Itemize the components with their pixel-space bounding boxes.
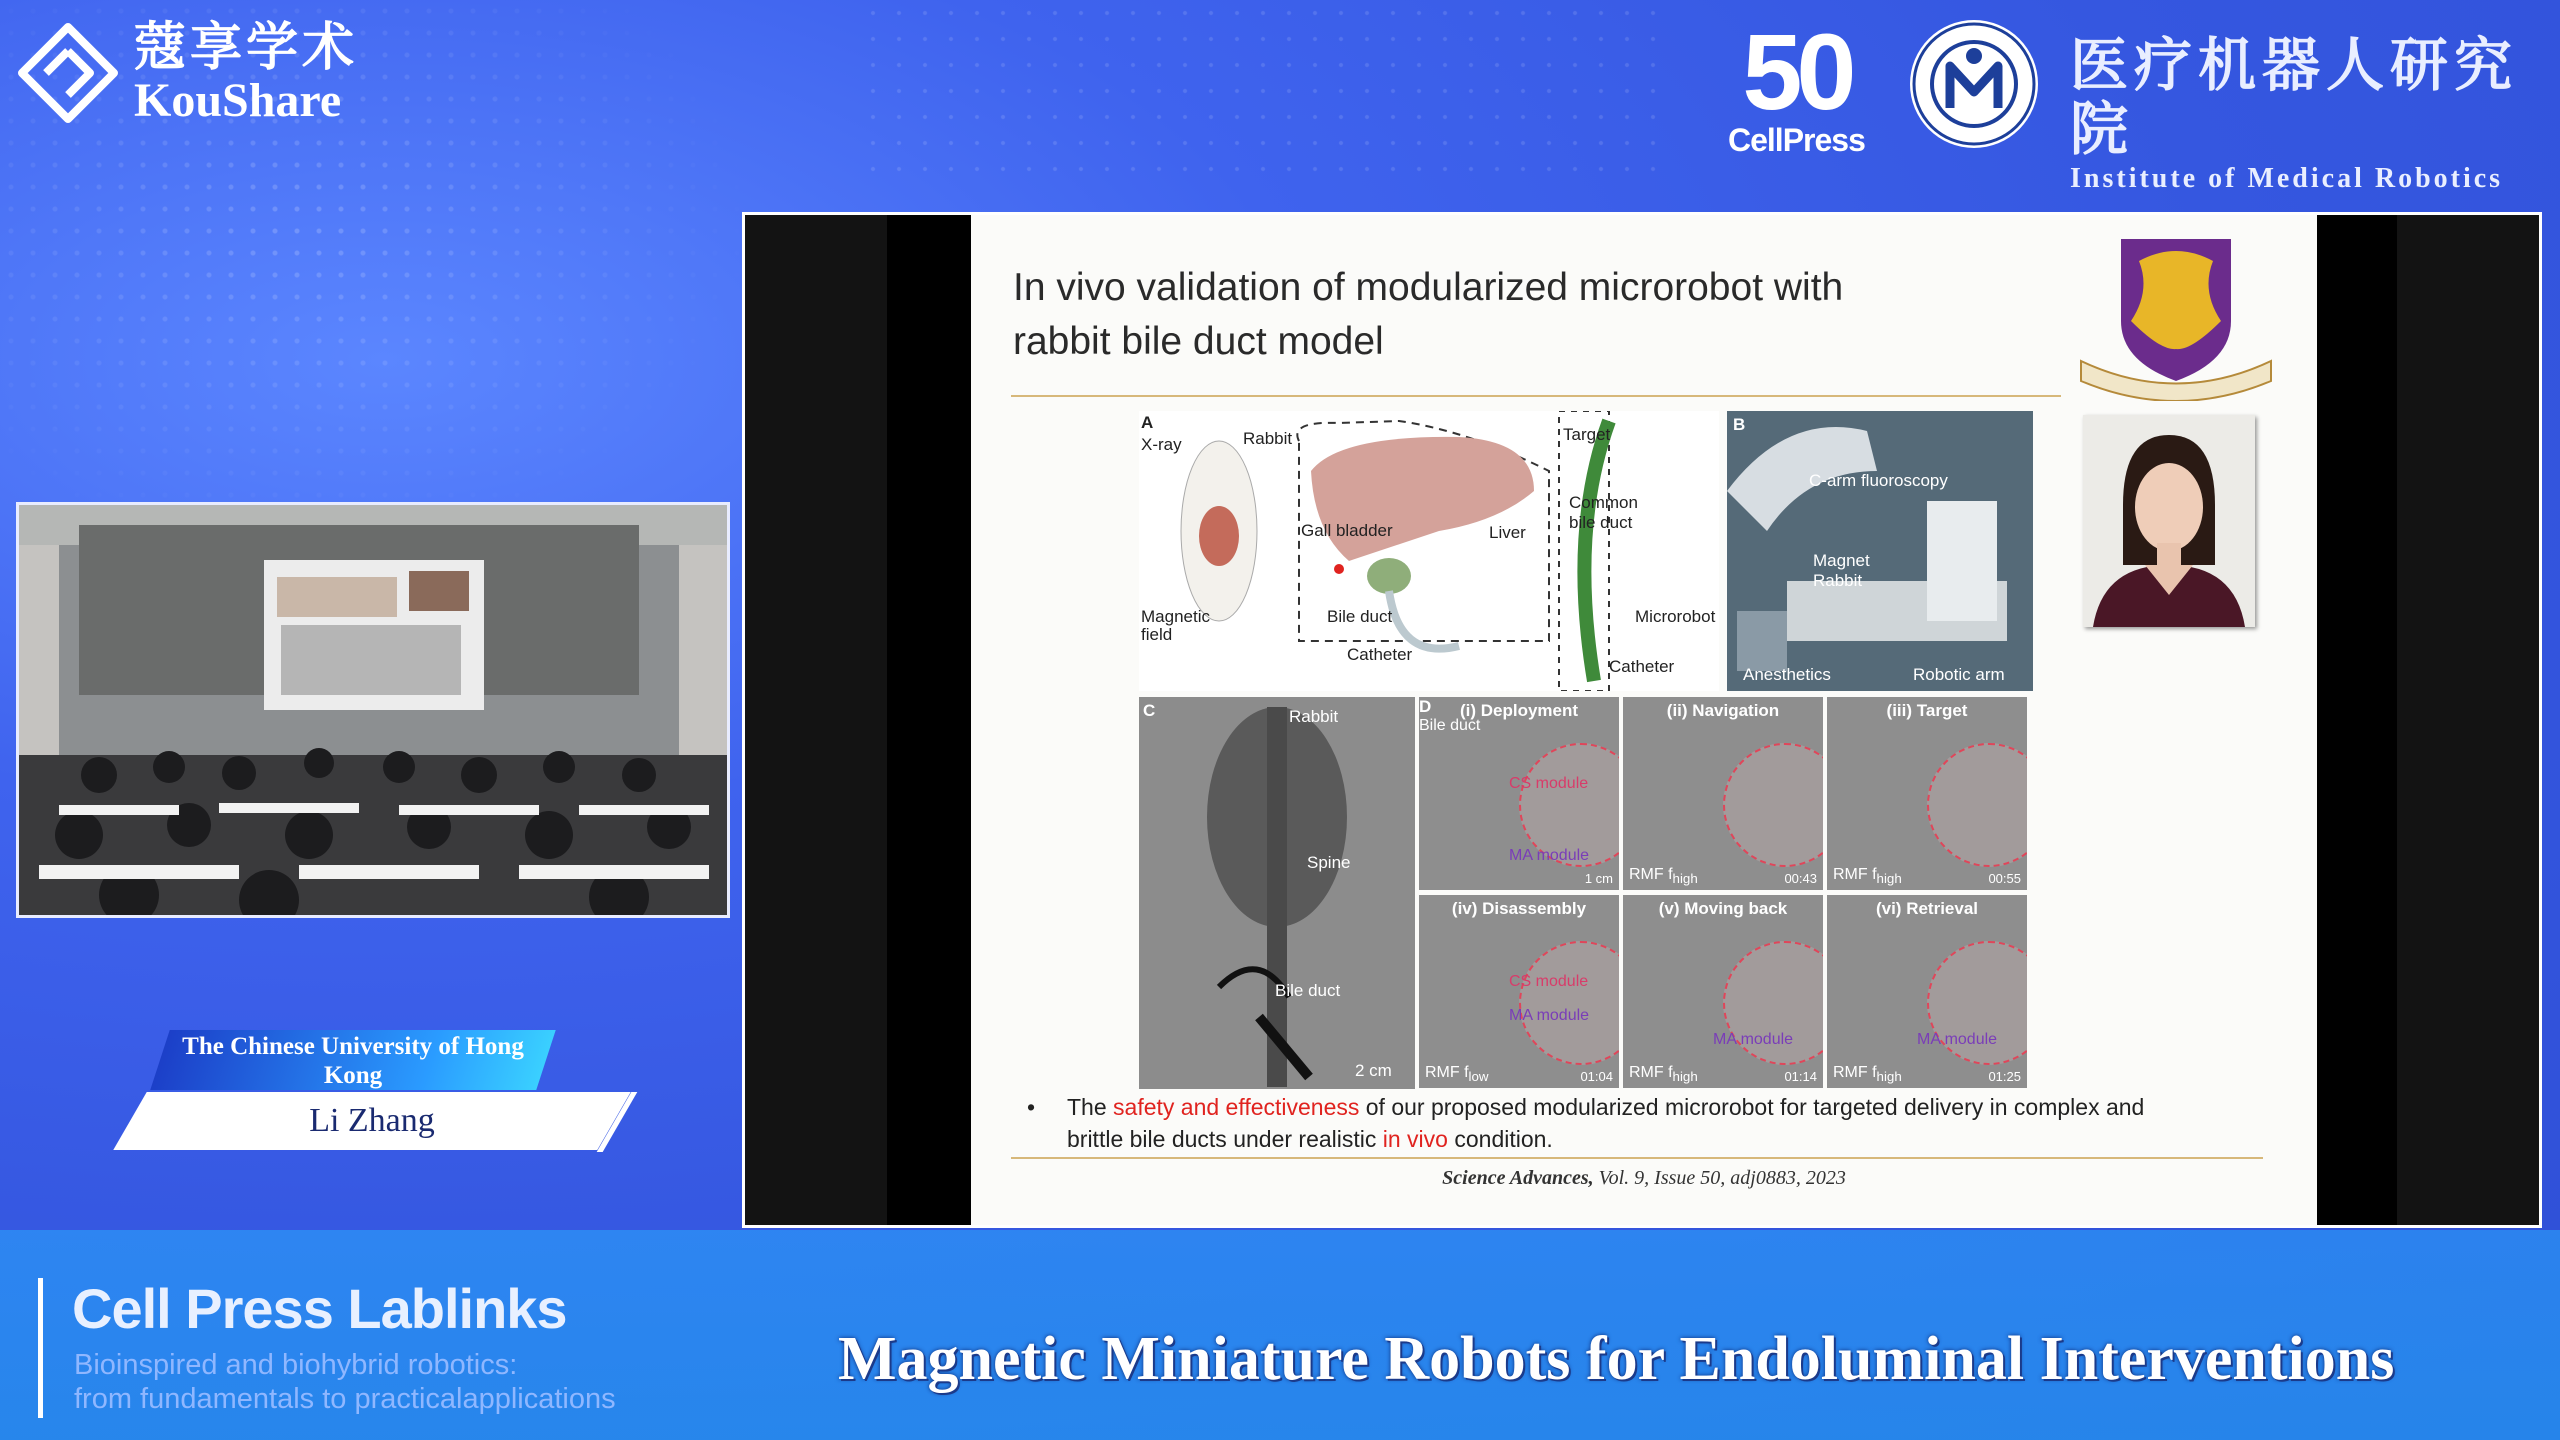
panel-c-scale: 2 cm bbox=[1355, 1061, 1392, 1080]
bullet-highlight-in-vivo: in vivo bbox=[1382, 1126, 1448, 1152]
slide-reference bbox=[971, 1167, 2317, 1190]
series-subtitle-line2: from fundamentals to practicalapplications bbox=[74, 1383, 616, 1415]
cs-module-label: CS module bbox=[1509, 775, 1589, 792]
koushare-diamond-icon bbox=[16, 21, 120, 125]
bullet-text-pre: The bbox=[1067, 1094, 1114, 1120]
institute-cn-name: 医疗机器人研究院 bbox=[2070, 33, 2519, 162]
panel-a-microrobot: Microrobot bbox=[1635, 607, 1716, 626]
panel-a-liver: Liver bbox=[1489, 523, 1526, 542]
panel-c-label: C bbox=[1143, 701, 1156, 720]
figure-panel-b bbox=[1727, 411, 2033, 691]
figure-panel-c bbox=[1139, 697, 1415, 1089]
panel-c-rabbit: Rabbit bbox=[1289, 707, 1339, 726]
panel-d-cell-heading: (ii) Navigation bbox=[1666, 701, 1780, 720]
panel-d-cell-heading: (vi) Retrieval bbox=[1875, 899, 1979, 918]
koushare-en-name: KouShare bbox=[134, 74, 342, 127]
cellpress-50-logo bbox=[1728, 11, 1865, 159]
ma-module-label: MA module bbox=[1917, 1031, 1998, 1048]
panel-a-rabbit: Rabbit bbox=[1243, 429, 1293, 448]
panel-d-cell-heading: (v) Moving back bbox=[1658, 899, 1788, 918]
panel-b-carm: C-arm fluoroscopy bbox=[1809, 471, 1948, 490]
panel-c-bile-duct: Bile duct bbox=[1275, 981, 1341, 1000]
cs-module-label: CS module bbox=[1509, 973, 1589, 990]
speaker-name-bar bbox=[113, 1092, 630, 1150]
panel-a-label: A bbox=[1141, 413, 1154, 432]
panel-d-cell-moving-back bbox=[1623, 895, 1823, 1088]
slide-title bbox=[1013, 261, 1843, 369]
panel-d-cell-heading: (iv) Disassembly bbox=[1451, 899, 1587, 918]
cellpress-name: CellPress bbox=[1728, 122, 1865, 158]
slide-letterbox-right bbox=[2397, 215, 2539, 1225]
figure-panel-a bbox=[1139, 411, 1719, 691]
bullet-text-mid: of our proposed modularized microrobot for targeted delivery in complex and brittle bile ducts under realistic bbox=[1067, 1094, 2145, 1152]
slide-letterbox-left bbox=[745, 215, 887, 1225]
cuhk-crest-icon bbox=[2071, 231, 2281, 401]
panel-c-spine: Spine bbox=[1307, 853, 1351, 872]
panel-d-cell-deployment bbox=[1419, 697, 1619, 890]
panel-d-cell-navigation bbox=[1623, 697, 1823, 890]
timestamp: 01:25 bbox=[1988, 1069, 2021, 1084]
panel-a-gall-bladder: Gall bladder bbox=[1301, 521, 1393, 540]
slide-title-line2: rabbit bile duct model bbox=[1013, 320, 1384, 363]
cellpress-50-number: 50 bbox=[1742, 11, 1851, 132]
panel-d-bile-duct: Bile duct bbox=[1419, 717, 1481, 734]
panel-a-xray: X-ray bbox=[1141, 435, 1182, 454]
speaker-portrait-photo bbox=[2083, 415, 2255, 627]
slide-video-frame bbox=[742, 212, 2542, 1228]
panel-a-common: Common bbox=[1569, 493, 1638, 512]
rmf-label: RMF $f_{low}$ bbox=[1425, 1063, 1489, 1084]
panel-b-anesthetics: Anesthetics bbox=[1743, 665, 1831, 684]
talk-title: Magnetic Miniature Robots for Endoluminal Interventions bbox=[838, 1325, 2395, 1393]
koushare-cn-name: 蔻享学术 bbox=[134, 19, 359, 77]
panel-a-target: Target bbox=[1563, 425, 1611, 444]
panel-d-scale: 1 cm bbox=[1584, 871, 1613, 886]
panel-a-catheter: Catheter bbox=[1347, 645, 1413, 664]
panel-d-cell-heading: (iii) Target bbox=[1886, 701, 1968, 720]
audience-video-feed bbox=[16, 502, 730, 918]
series-accent-bar bbox=[38, 1278, 43, 1418]
panel-d-label: D bbox=[1419, 697, 1432, 716]
reference-details: Vol. 9, Issue 50, adj0883, 2023 bbox=[1593, 1167, 1846, 1189]
reference-journal: Science Advances, bbox=[1442, 1167, 1594, 1189]
series-subtitle-line1: Bioinspired and biohybrid robotics: bbox=[74, 1349, 518, 1381]
panel-b-robotic-arm: Robotic arm bbox=[1913, 665, 2005, 684]
panel-b-rabbit: Rabbit bbox=[1813, 571, 1863, 590]
target-circle bbox=[1927, 743, 2027, 867]
audience-scene-image bbox=[19, 505, 727, 915]
timestamp: 00:55 bbox=[1988, 871, 2021, 886]
timestamp: 01:04 bbox=[1580, 1069, 1613, 1084]
bullet-text-post: condition. bbox=[1447, 1126, 1553, 1152]
panel-b-magnet: Magnet bbox=[1813, 551, 1870, 570]
ma-module-label: MA module bbox=[1509, 1007, 1590, 1024]
panel-d-cell-disassembly bbox=[1419, 895, 1619, 1088]
bullet-dot: • bbox=[1027, 1094, 1036, 1120]
series-subtitle bbox=[74, 1348, 616, 1416]
target-circle bbox=[1723, 743, 1823, 867]
slide-bullet-point bbox=[1027, 1091, 2147, 1155]
panel-d-cell-heading: (i) Deployment bbox=[1459, 701, 1579, 720]
presentation-slide bbox=[971, 215, 2317, 1225]
ma-module-label: MA module bbox=[1713, 1031, 1794, 1048]
decorative-dot-wave-top bbox=[860, 0, 1660, 190]
series-title: Cell Press Lablinks bbox=[72, 1277, 567, 1340]
target-circle bbox=[1519, 941, 1619, 1065]
speaker-affiliation bbox=[150, 1030, 555, 1090]
speaker-name: Li Zhang bbox=[309, 1102, 435, 1139]
panel-a-field: field bbox=[1141, 625, 1173, 644]
ma-module-label: MA module bbox=[1509, 847, 1590, 864]
panel-b-label: B bbox=[1733, 415, 1746, 434]
panel-a-catheter-2: Catheter bbox=[1609, 657, 1675, 676]
panel-d-cell-target bbox=[1827, 697, 2027, 890]
panel-a-bile-duct-2: bile duct bbox=[1569, 513, 1633, 532]
koushare-logo bbox=[16, 20, 358, 126]
slide-title-line1: In vivo validation of modularized microrobot with bbox=[1013, 266, 1844, 309]
panel-d-cell-retrieval bbox=[1827, 895, 2027, 1088]
panel-a-bile-duct: Bile duct bbox=[1327, 607, 1393, 626]
slide-title-divider bbox=[1011, 395, 2061, 397]
timestamp: 00:43 bbox=[1784, 871, 1817, 886]
rmf-label: RMF $f_{high}$ bbox=[1833, 1063, 1902, 1084]
rmf-label: RMF $f_{high}$ bbox=[1629, 865, 1698, 886]
reference-divider bbox=[1011, 1157, 2263, 1159]
institute-seal-icon bbox=[1906, 16, 2042, 152]
institute-en-name: Institute of Medical Robotics bbox=[2070, 163, 2504, 194]
bullet-highlight-safety: safety and effectiveness bbox=[1113, 1094, 1360, 1120]
institute-name bbox=[2070, 34, 2560, 196]
rmf-label: RMF $f_{high}$ bbox=[1833, 865, 1902, 886]
panel-a-magnetic: Magnetic bbox=[1141, 607, 1210, 626]
timestamp: 01:14 bbox=[1784, 1069, 1817, 1084]
speaker-affiliation-text: The Chinese University of Hong Kong bbox=[182, 1033, 524, 1089]
rmf-label: RMF $f_{high}$ bbox=[1629, 1063, 1698, 1084]
